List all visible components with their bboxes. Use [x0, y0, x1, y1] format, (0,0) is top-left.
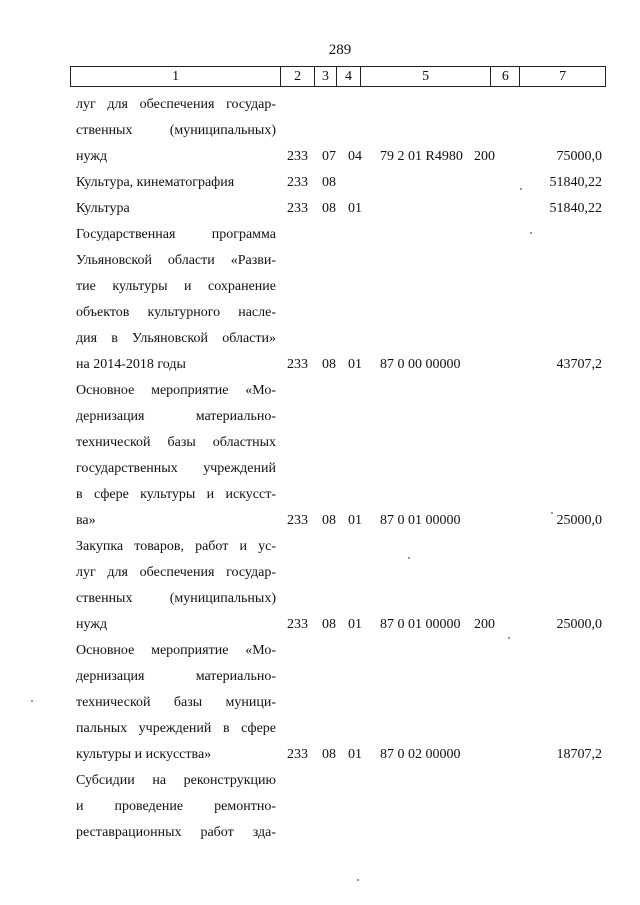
table-row: [0, 248, 640, 274]
table-row: [0, 482, 640, 508]
amount: 25000,0: [556, 513, 602, 528]
amount: 18707,2: [556, 747, 602, 762]
table-row: [0, 612, 640, 638]
table-row: [0, 352, 640, 378]
scan-speck: [508, 637, 510, 639]
target-article-code: 87 0 01 00000: [380, 513, 461, 528]
subsection-code: 01: [348, 747, 362, 762]
section-code: 08: [322, 617, 336, 632]
scan-speck: [357, 879, 359, 881]
amount: 75000,0: [556, 149, 602, 164]
table-row: [0, 638, 640, 664]
chapter-code: 233: [287, 747, 308, 762]
section-code: 08: [322, 747, 336, 762]
table-row: [0, 430, 640, 456]
row-description: луг для обеспечения государ-: [76, 97, 276, 112]
table-row: [0, 586, 640, 612]
scan-speck: [530, 232, 532, 234]
row-description: дия в Ульяновской области»: [76, 331, 276, 346]
target-article-code: 79 2 01 R4980: [380, 149, 463, 164]
section-code: 07: [322, 149, 336, 164]
row-description: Основное мероприятие «Мо-: [76, 643, 276, 658]
table-row: [0, 222, 640, 248]
row-description: дернизация материально-: [76, 669, 276, 684]
table-row: [0, 820, 640, 846]
table-row: [0, 300, 640, 326]
target-article-code: 87 0 00 00000: [380, 357, 461, 372]
table-row: [0, 144, 640, 170]
table-row: [0, 326, 640, 352]
amount: 43707,2: [556, 357, 602, 372]
column-header-2: 2: [281, 67, 315, 86]
section-code: 08: [322, 513, 336, 528]
row-description: дернизация материально-: [76, 409, 276, 424]
column-header-6: 6: [491, 67, 520, 86]
table-row: [0, 196, 640, 222]
subsection-code: 01: [348, 617, 362, 632]
amount: 51840,22: [549, 201, 602, 216]
scan-speck: [408, 557, 410, 559]
scan-speck: [551, 512, 553, 514]
row-description: на 2014-2018 годы: [76, 357, 186, 372]
table-row: [0, 118, 640, 144]
chapter-code: 233: [287, 617, 308, 632]
row-description: и проведение ремонтно-: [76, 799, 276, 814]
table-row: [0, 92, 640, 118]
section-code: 08: [322, 175, 336, 190]
row-description: Ульяновской области «Разви-: [76, 253, 276, 268]
subsection-code: 01: [348, 357, 362, 372]
table-row: [0, 508, 640, 534]
row-description: Субсидии на реконструкцию: [76, 773, 276, 788]
table-row: [0, 456, 640, 482]
section-code: 08: [322, 201, 336, 216]
row-description: Основное мероприятие «Мо-: [76, 383, 276, 398]
table-row: [0, 690, 640, 716]
page-number: 289: [328, 42, 352, 58]
scan-speck: [31, 700, 33, 702]
chapter-code: 233: [287, 357, 308, 372]
table-row: [0, 664, 640, 690]
row-description: объектов культурного насле-: [76, 305, 276, 320]
target-article-code: 87 0 02 00000: [380, 747, 461, 762]
table-header: [70, 66, 606, 87]
chapter-code: 233: [287, 201, 308, 216]
row-description: пальных учреждений в сфере: [76, 721, 276, 736]
row-description: технической базы областных: [76, 435, 276, 450]
section-code: 08: [322, 357, 336, 372]
table-row: [0, 560, 640, 586]
amount: 25000,0: [556, 617, 602, 632]
row-description: культуры и искусства»: [76, 747, 212, 762]
row-description: ственных (муниципальных): [76, 591, 276, 606]
row-description: Закупка товаров, работ и ус-: [76, 539, 276, 554]
row-description: тие культуры и сохранение: [76, 279, 276, 294]
chapter-code: 233: [287, 175, 308, 190]
row-description: реставрационных работ зда-: [76, 825, 276, 840]
table-row: [0, 534, 640, 560]
target-article-code: 87 0 01 00000: [380, 617, 461, 632]
row-description: технической базы муници-: [76, 695, 276, 710]
table-row: [0, 274, 640, 300]
subsection-code: 01: [348, 201, 362, 216]
row-description: луг для обеспечения государ-: [76, 565, 276, 580]
expense-type-code: 200: [474, 617, 495, 632]
column-header-7: 7: [559, 69, 567, 84]
column-header-4: 4: [337, 67, 361, 86]
column-header-1: 1: [71, 67, 281, 86]
expense-type-code: 200: [474, 149, 495, 164]
row-description: Государственная программа: [76, 227, 276, 242]
row-description: ственных (муниципальных): [76, 123, 276, 138]
row-description: государственных учреждений: [76, 461, 276, 476]
column-header-5: 5: [361, 67, 492, 86]
table-row: [0, 794, 640, 820]
subsection-code: 04: [348, 149, 362, 164]
row-description: ва»: [76, 513, 96, 528]
amount: 51840,22: [549, 175, 602, 190]
subsection-code: 01: [348, 513, 362, 528]
chapter-code: 233: [287, 513, 308, 528]
row-description: Культура, кинематография: [76, 175, 235, 190]
table-row: [0, 170, 640, 196]
row-description: нужд: [76, 617, 108, 632]
table-row: [0, 742, 640, 768]
column-header-3: 3: [315, 67, 337, 86]
chapter-code: 233: [287, 149, 308, 164]
row-description: в сфере культуры и искусст-: [76, 487, 276, 502]
table-row: [0, 716, 640, 742]
row-description: нужд: [76, 149, 108, 164]
table-row: [0, 404, 640, 430]
table-row: [0, 768, 640, 794]
scan-speck: [520, 188, 522, 190]
table-row: [0, 378, 640, 404]
row-description: Культура: [76, 201, 130, 216]
